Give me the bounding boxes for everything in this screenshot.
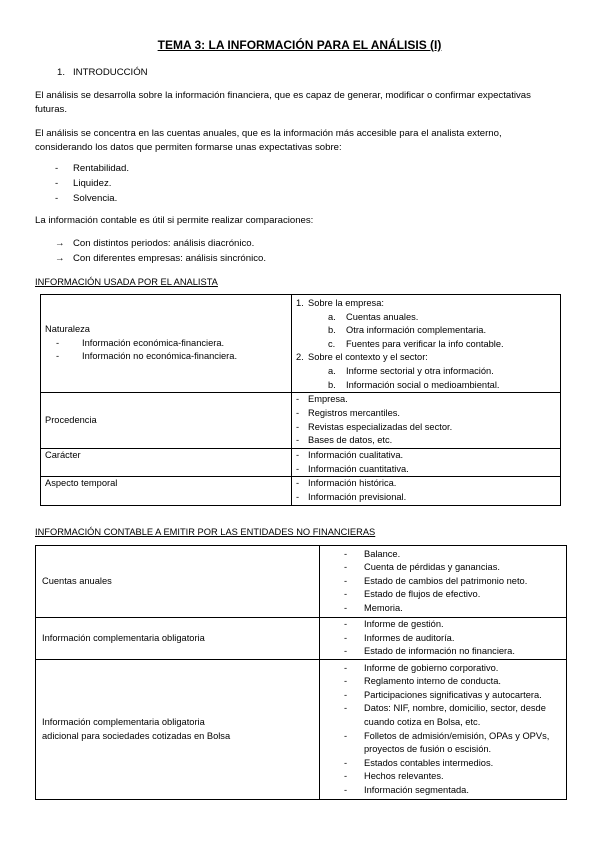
- table-row: [41, 477, 561, 505]
- paragraph-1-line-2: futuras.: [35, 104, 67, 115]
- list-item: - Estados contables intermedios.: [344, 757, 494, 768]
- list-item: - Informe de gobierno corporativo.: [344, 662, 499, 673]
- cuentas-anuales-cell: Cuentas anuales: [36, 546, 320, 618]
- list-item: b. Otra información complementaria.: [328, 325, 487, 336]
- section-number: 1.: [57, 67, 66, 78]
- list-item: 1. Sobre la empresa:: [296, 298, 384, 308]
- arrow-right-icon: →: [55, 238, 65, 249]
- table-row: [36, 546, 567, 618]
- list-item: Liquidez.: [73, 178, 112, 189]
- cotizadas-cell: [36, 660, 320, 800]
- naturaleza-detail-cell: [292, 295, 561, 393]
- aspecto-detail-cell: [292, 477, 561, 505]
- cotizadas-label-line-2: adicional para sociedades cotizadas en Bolsa: [42, 730, 231, 741]
- caracter-cell: Carácter: [41, 449, 292, 477]
- list-item: - Información económica-financiera.: [56, 337, 225, 348]
- list-item: a. Informe sectorial y otra información.: [328, 365, 494, 376]
- list-item: - Información histórica.: [296, 478, 397, 489]
- list-item: - Estado de flujos de efectivo.: [344, 589, 481, 600]
- table-row: [36, 618, 567, 660]
- paragraph-2: [35, 127, 570, 155]
- table-row: [41, 449, 561, 477]
- table-row: [41, 393, 561, 449]
- paragraph-2-line-2: considerando los datos que permiten formarse unas expectativas sobre:: [35, 142, 342, 153]
- list-item: c. Fuentes para verificar la info contable.: [328, 338, 504, 349]
- paragraph-1-line-1: El análisis se desarrolla sobre la información financiera, que es capaz de generar, modificar o confirmar expectativas: [35, 90, 531, 101]
- paragraph-3: La información contable es útil si permite realizar comparaciones:: [35, 215, 314, 226]
- list-item: - Revistas especializadas del sector.: [296, 421, 453, 432]
- complementaria-cell: Información complementaria obligatoria: [36, 618, 320, 660]
- list-item: Rentabilidad.: [73, 163, 130, 174]
- list-item: - Cuenta de pérdidas y ganancias.: [344, 562, 500, 573]
- naturaleza-cell: [41, 295, 292, 393]
- procedencia-detail-cell: [292, 393, 561, 449]
- paragraph-2-line-1: El análisis se concentra en las cuentas anuales, que es la información más accesible para el analista externo,: [35, 128, 502, 139]
- list-dash: -: [55, 193, 59, 204]
- list-item: - Información segmentada.: [344, 784, 469, 795]
- list-item: - Información previsional.: [296, 491, 407, 502]
- list-item: a. Cuentas anuales.: [328, 311, 419, 322]
- list-dash: -: [55, 178, 59, 189]
- list-item: Solvencia.: [73, 193, 118, 204]
- list-item: - Registros mercantiles.: [296, 408, 400, 419]
- list-item-continuation: proyectos de fusión o escisión.: [364, 744, 492, 755]
- table-row: [36, 660, 567, 800]
- list-item: - Bases de datos, etc.: [296, 435, 393, 446]
- cuentas-anuales-detail-cell: [320, 546, 567, 618]
- list-item: - Hechos relevantes.: [344, 771, 444, 782]
- list-dash: -: [55, 163, 59, 174]
- accounting-info-table: [35, 545, 567, 800]
- list-item: - Información no económica-financiera.: [56, 351, 238, 362]
- list-item: - Estado de cambios del patrimonio neto.: [344, 575, 528, 586]
- list-item-continuation: cuando cotiza en Bolsa, etc.: [364, 716, 481, 727]
- cotizadas-label-line-1: Información complementaria obligatoria: [42, 716, 205, 727]
- list-item: - Datos: NIF, nombre, domicilio, sector, desde: [344, 703, 546, 714]
- list-item: - Balance.: [344, 548, 401, 559]
- list-item: Con diferentes empresas: análisis sincrónico.: [73, 253, 267, 264]
- list-item: - Información cuantitativa.: [296, 463, 409, 474]
- list-item: Con distintos periodos: análisis diacrónico.: [73, 238, 255, 249]
- table-2-heading: INFORMACIÓN CONTABLE A EMITIR POR LAS ENTIDADES NO FINANCIERAS: [35, 527, 376, 537]
- document-title: TEMA 3: LA INFORMACIÓN PARA EL ANÁLISIS (I): [157, 38, 442, 52]
- list-item: - Información cualitativa.: [296, 450, 404, 461]
- aspecto-cell: Aspecto temporal: [41, 477, 292, 505]
- analyst-info-table: [40, 294, 561, 506]
- caracter-detail-cell: [292, 449, 561, 477]
- list-item: b. Información social o medioambiental.: [328, 379, 500, 390]
- list-item: - Informes de auditoría.: [344, 632, 455, 643]
- complementaria-detail-cell: [320, 618, 567, 660]
- list-item: 2. Sobre el contexto y el sector:: [296, 352, 428, 363]
- cotizadas-detail-cell: [320, 660, 567, 800]
- table-1-heading: INFORMACIÓN USADA POR EL ANALISTA: [35, 277, 218, 287]
- naturaleza-label: Naturaleza: [45, 324, 90, 335]
- procedencia-cell: Procedencia: [41, 393, 292, 449]
- arrow-right-icon: →: [55, 253, 65, 264]
- list-item: - Informe de gestión.: [344, 619, 444, 630]
- list-item: - Folletos de admisión/emisión, OPAs y OPVs,: [344, 730, 550, 741]
- list-item: - Estado de información no financiera.: [344, 646, 515, 657]
- table-row: [41, 295, 561, 393]
- list-item: - Empresa.: [296, 394, 348, 405]
- list-item: - Participaciones significativas y autocartera.: [344, 689, 542, 700]
- list-item: - Reglamento interno de conducta.: [344, 676, 501, 687]
- list-item: - Memoria.: [344, 602, 403, 613]
- paragraph-1: [35, 89, 570, 117]
- section-heading: INTRODUCCIÓN: [73, 67, 148, 78]
